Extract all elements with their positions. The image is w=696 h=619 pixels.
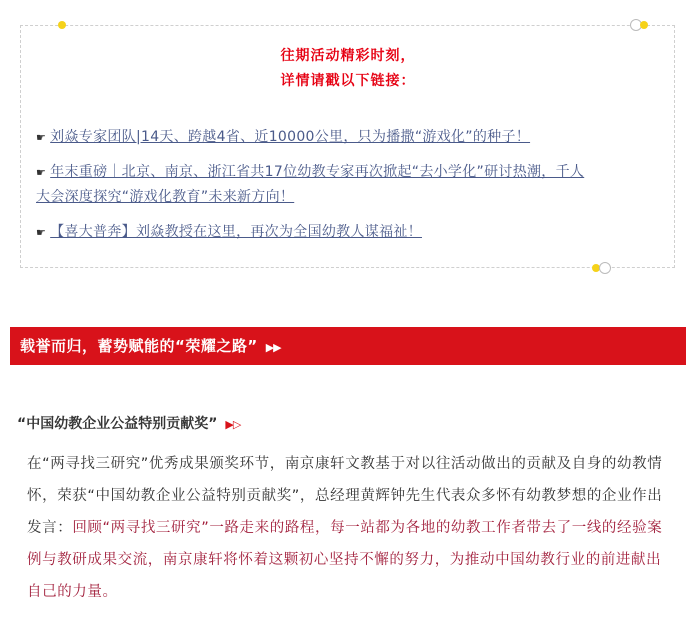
- corner-ring-icon: [599, 262, 611, 274]
- double-arrow-icon: ▶▶: [265, 341, 281, 354]
- link-text[interactable]: 年末重磅｜北京、南京、浙江省共17位幼教专家再次掀起“去小学化”研讨热潮，千人: [50, 164, 585, 180]
- link-text[interactable]: 【喜大普奔】刘焱教授在这里，再次为全国幼教人谋福祉！: [50, 224, 422, 240]
- link-text[interactable]: 刘焱专家团队|14天、跨越4省、近10000公里，只为播撒“游戏化”的种子！: [50, 129, 531, 145]
- link-text-continued[interactable]: 大会深度探究“游戏化教育”未来新方向！: [36, 189, 295, 205]
- pointing-hand-icon: ☛: [36, 226, 47, 239]
- past-events-title-line2: 详情请戳以下链接：: [280, 73, 416, 89]
- paragraph-quote: 回顾“两寻找三研究”一路走来的路程，每一站都为各地的幼教工作者带去了一线的经验案例与教研成果交流，南京康轩将怀着这颗初心坚持不懈的努力，为推动中国幼教行业的前进献出自己的力量。: [27, 520, 663, 600]
- link-item[interactable]: [36, 125, 666, 150]
- award-title: [17, 413, 240, 433]
- link-item[interactable]: [36, 160, 666, 210]
- section-banner: [10, 327, 686, 365]
- past-events-title-line1: 往期活动精彩时刻，: [280, 48, 416, 64]
- link-item[interactable]: [36, 220, 666, 245]
- pointing-hand-icon: ☛: [36, 131, 47, 144]
- corner-dot-icon: [640, 21, 648, 29]
- banner-title: 载誉而归，蓄势赋能的“荣耀之路”: [20, 337, 258, 355]
- award-paragraph: [27, 448, 672, 608]
- paragraph-text: 在“两寻找三研究”优秀成果颁奖环节，南京康轩文教基于对以往活动做出的贡献及自身的幼教情怀，荣获“中国幼教企业公益特别贡献奖”，总经理黄辉钟先生代表众多怀有幼教梦想的企业作出发言：: [27, 456, 663, 536]
- arrow-icon: ▶▷: [225, 418, 241, 431]
- award-title-text: “中国幼教企业公益特别贡献奖”: [17, 416, 218, 432]
- pointing-hand-icon: ☛: [36, 166, 47, 179]
- corner-dot-icon: [58, 21, 66, 29]
